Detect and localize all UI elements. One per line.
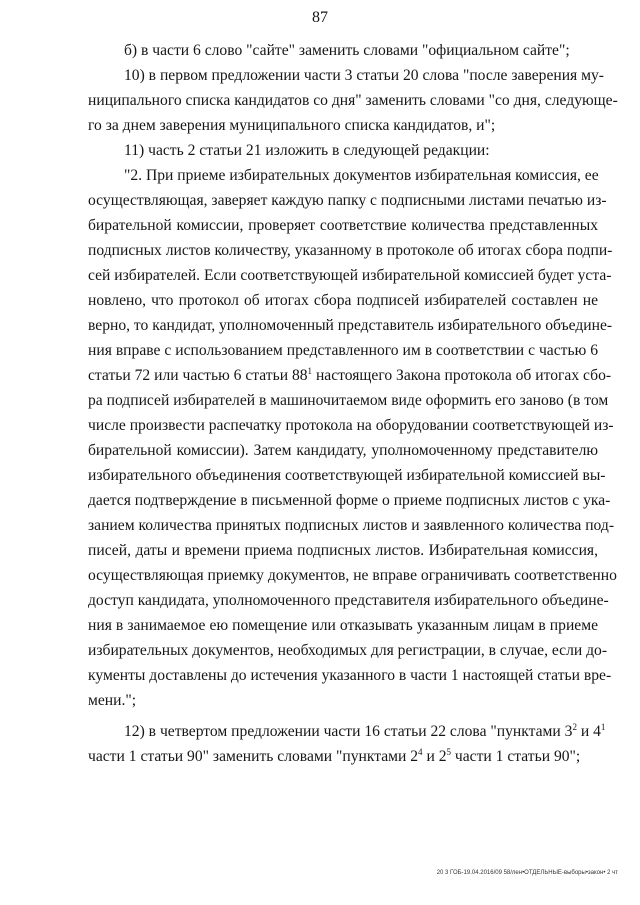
text-line-q-2: осуществляющая, заверяет каждую папку с подписными листами печатью из- — [88, 192, 607, 209]
text-line-p11: 11) часть 2 статьи 21 изложить в следующей редакции: — [124, 142, 490, 159]
text-line-q-19: ния в занимаемое ею помещение или отказывать указанным лицам в приеме — [88, 617, 598, 634]
text-line-q-11: числе произвести распечатку протокола на оборудовании соответствующей из- — [88, 417, 614, 434]
document-text — [88, 38, 618, 769]
text-line-q-7: верно, то кандидат, уполномоченный представитель избирательного объедине- — [88, 317, 613, 334]
text-line-p10-2: ниципального списка кандидатов со дня" заменить словами "со дня, следующе- — [88, 92, 618, 109]
text-line-q-6: новлено, что протокол об итогах сбора подписей избирателей составлен не — [88, 292, 598, 309]
text-line-q-18: доступ кандидата, уполномоченного представителя избирательного объедине- — [88, 592, 609, 609]
text-line-b-6: б) в части 6 слово "сайте" заменить словами "официальном сайте"; — [124, 42, 570, 59]
text-line-q-20: избирательных документов, необходимых для регистрации, в случае, если до- — [88, 642, 608, 659]
item-12-line-2: части 1 статьи 90" заменить словами "пунктами $2^4$ и $2^5$ части 1 статьи 90"; — [88, 747, 581, 765]
text-line-p10-1: 10) в первом предложении части 3 статьи 20 слова "после заверения му- — [124, 67, 604, 84]
text-line-q-16: писей, даты и времени приема подписных листов. Избирательная комиссия, — [88, 542, 598, 559]
text-line-q-14: дается подтверждение в письменной форме о приеме подписных листов с ука- — [88, 492, 611, 509]
text-line-q-17: осуществляющая приемку документов, не вправе ограничивать соответственно — [88, 567, 617, 584]
text-line-q-13: избирательного объединения соответствующей избирательной комиссией вы- — [88, 467, 606, 484]
text-line-p10-3: го за днем заверения муниципального списка кандидатов, и"; — [88, 117, 496, 134]
text-line-q-9: статьи 72 или частью 6 статьи $88^1$ настоящего Закона протокола об итогах сбо- — [88, 366, 612, 384]
item-12-line-1: 12) в четвертом предложении части 16 статьи 22 слова "пунктами $3^2$ и $4^1$ — [124, 722, 606, 740]
amendment-lines — [88, 38, 618, 713]
text-line-q-21: кументы доставлены до истечения указанного в части 1 настоящей статьи вре- — [88, 667, 612, 684]
footer-code: 20 3 ГОБ-19.04.2016/09 58/лен•ОТДЕЛЬНЫЕ-выборы•закон• 2 чт — [436, 870, 618, 876]
text-line-q-3: бирательной комиссии, проверяет соответствие количества представленных — [88, 217, 598, 234]
text-line-q-15: занием количества принятых подписных листов и заявленного количества под- — [88, 517, 615, 534]
page-number: 87 — [312, 9, 328, 26]
text-line-q-5: сей избирателей. Если соответствующей избирательной комиссией будет уста- — [88, 267, 612, 284]
text-line-q-8: ния вправе с использованием представленного им в соответствии с частью 6 — [88, 342, 598, 359]
text-line-q-4: подписных листов количеству, указанному в протоколе об итогах сбора подпи- — [88, 242, 613, 259]
text-line-q-12: бирательной комиссии). Затем кандидату, уполномоченному представителю — [88, 442, 598, 459]
text-line-q-22: мени."; — [88, 692, 137, 709]
text-line-q-1: "2. При приеме избирательных документов избирательная комиссия, ее — [124, 167, 599, 184]
text-line-q-10: ра подписей избирателей в машиночитаемом виде оформить его заново (в том — [88, 392, 609, 409]
